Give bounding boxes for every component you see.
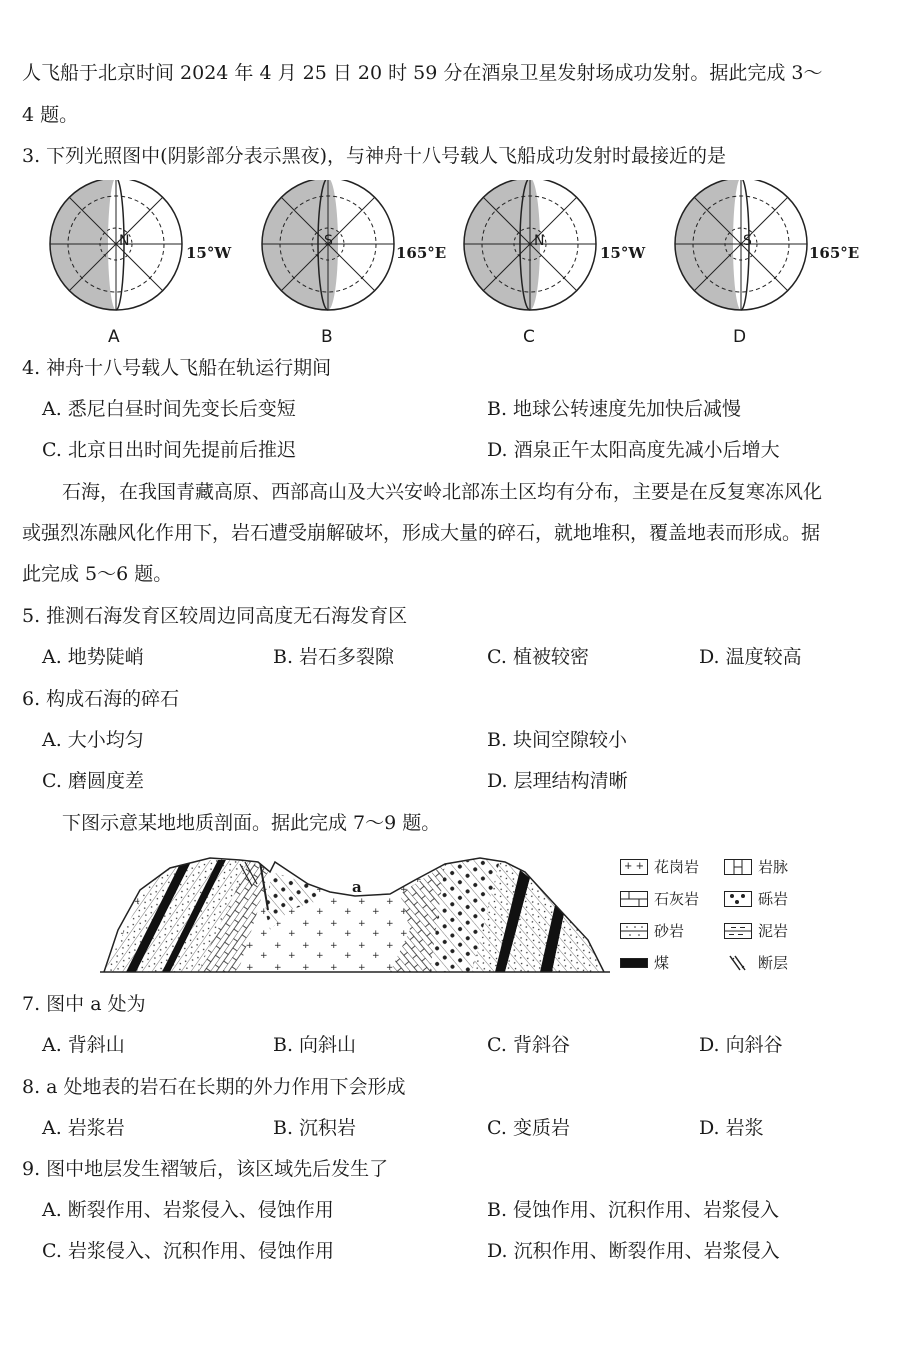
diagram-a (50, 180, 182, 310)
diagram-c (464, 180, 596, 310)
q3-stem: 3. 下列光照图中(阴影部分表示黑夜)，与神舟十八号载人飞船成功发射时最接近的是 (22, 145, 726, 167)
granite-swatch: + + (620, 859, 648, 875)
diagram-b-meridian: 165°E (396, 244, 447, 262)
point-a-label: a (352, 878, 362, 896)
q5-option-d[interactable]: D. 温度较高 (699, 646, 802, 668)
q6-option-b[interactable]: B. 块间空隙较小 (487, 729, 628, 751)
q9-option-d[interactable]: D. 沉积作用、断裂作用、岩浆侵入 (487, 1240, 780, 1262)
diagram-a-meridian: 15°W (186, 244, 232, 262)
q9-stem: 9. 图中地层发生褶皱后，该区域先后发生了 (22, 1158, 389, 1180)
q5-option-b[interactable]: B. 岩石多裂隙 (273, 646, 395, 668)
legend-coal-label: 煤 (654, 954, 670, 972)
intro-line-2: 4 题。 (22, 104, 79, 126)
geologic-cross-section (100, 850, 610, 980)
passage-line-1: 石海，在我国青藏高原、西部高山及大兴安岭北部冻土区均有分布，主要是在反复寒冻风化 (62, 481, 823, 503)
diagram-d (675, 180, 807, 310)
diagram-d-pole: S (743, 233, 752, 249)
limestone-swatch (620, 891, 648, 907)
diagram-b-pole: S (324, 233, 333, 249)
diagram-b-label: B (321, 327, 333, 347)
coal-swatch (620, 958, 648, 968)
legend-limestone-label: 石灰岩 (654, 890, 700, 908)
diagram-c-meridian: 15°W (600, 244, 646, 262)
legend-fault-label: 断层 (758, 954, 789, 972)
legend-mudstone-label: 泥岩 (758, 922, 789, 940)
legend-dyke (724, 856, 788, 877)
q5-stem: 5. 推测石海发育区较周边同高度无石海发育区 (22, 605, 408, 627)
q6-option-c[interactable]: C. 磨圆度差 (42, 770, 144, 792)
q6-option-a[interactable]: A. 大小均匀 (42, 729, 144, 751)
legend-sandstone-label: 砂岩 (654, 922, 685, 940)
q9-option-c[interactable]: C. 岩浆侵入、沉积作用、侵蚀作用 (42, 1240, 334, 1262)
legend-granite (620, 856, 699, 877)
q8-option-d[interactable]: D. 岩浆 (699, 1117, 764, 1139)
fault-symbol (724, 955, 752, 971)
q5-option-a[interactable]: A. 地势陡峭 (42, 646, 144, 668)
legend-coal (620, 952, 669, 973)
sandstone-swatch (620, 923, 648, 939)
q8-option-a[interactable]: A. 岩浆岩 (42, 1117, 125, 1139)
q4-option-d[interactable]: D. 酒泉正午太阳高度先减小后增大 (487, 439, 780, 461)
passage-line-3: 此完成 5～6 题。 (22, 563, 173, 585)
q4-option-b[interactable]: B. 地球公转速度先加快后减慢 (487, 398, 742, 420)
q5-option-c[interactable]: C. 植被较密 (487, 646, 589, 668)
diagram-d-label: D (733, 327, 747, 347)
q8-option-b[interactable]: B. 沉积岩 (273, 1117, 357, 1139)
q6-option-d[interactable]: D. 层理结构清晰 (487, 770, 628, 792)
diagram-d-meridian: 165°E (809, 244, 860, 262)
legend-granite-label: 花岗岩 (654, 858, 700, 876)
q9-option-b[interactable]: B. 侵蚀作用、沉积作用、岩浆侵入 (487, 1199, 780, 1221)
q7-option-c[interactable]: C. 背斜谷 (487, 1034, 570, 1056)
q7-stem: 7. 图中 a 处为 (22, 993, 146, 1015)
diagram-a-pole: N (119, 233, 130, 249)
q4-option-c[interactable]: C. 北京日出时间先提前后推迟 (42, 439, 296, 461)
geo-intro: 下图示意某地地质剖面。据此完成 7～9 题。 (62, 812, 441, 834)
diagram-c-pole: N (534, 233, 545, 249)
q9-option-a[interactable]: A. 断裂作用、岩浆侵入、侵蚀作用 (42, 1199, 334, 1221)
legend-fault (724, 952, 788, 973)
q4-stem: 4. 神舟十八号载人飞船在轨运行期间 (22, 357, 332, 379)
q8-stem: 8. a 处地表的岩石在长期的外力作用下会形成 (22, 1076, 406, 1098)
dyke-swatch (724, 859, 752, 875)
diagram-c-label: C (523, 327, 535, 347)
q4-option-a[interactable]: A. 悉尼白昼时间先变长后变短 (42, 398, 296, 420)
conglomerate-swatch (724, 891, 752, 907)
legend-mudstone (724, 920, 788, 941)
q7-option-d[interactable]: D. 向斜谷 (699, 1034, 783, 1056)
legend-sandstone (620, 920, 684, 941)
mudstone-swatch (724, 923, 752, 939)
q6-stem: 6. 构成石海的碎石 (22, 688, 180, 710)
passage-line-2: 或强烈冻融风化作用下，岩石遭受崩解破坏，形成大量的碎石，就地堆积，覆盖地表而形成。据 (22, 522, 821, 544)
legend-limestone (620, 888, 699, 909)
q8-option-c[interactable]: C. 变质岩 (487, 1117, 570, 1139)
legend-dyke-label: 岩脉 (758, 858, 789, 876)
legend-conglomerate (724, 888, 788, 909)
legend-conglomerate-label: 砾岩 (758, 890, 789, 908)
diagram-a-label: A (108, 327, 120, 347)
intro-line-1: 人飞船于北京时间 2024 年 4 月 25 日 20 时 59 分在酒泉卫星发射场成功发射。据此完成 3～ (22, 62, 823, 84)
q7-option-b[interactable]: B. 向斜山 (273, 1034, 357, 1056)
illumination-diagrams (0, 180, 900, 350)
q7-option-a[interactable]: A. 背斜山 (42, 1034, 125, 1056)
